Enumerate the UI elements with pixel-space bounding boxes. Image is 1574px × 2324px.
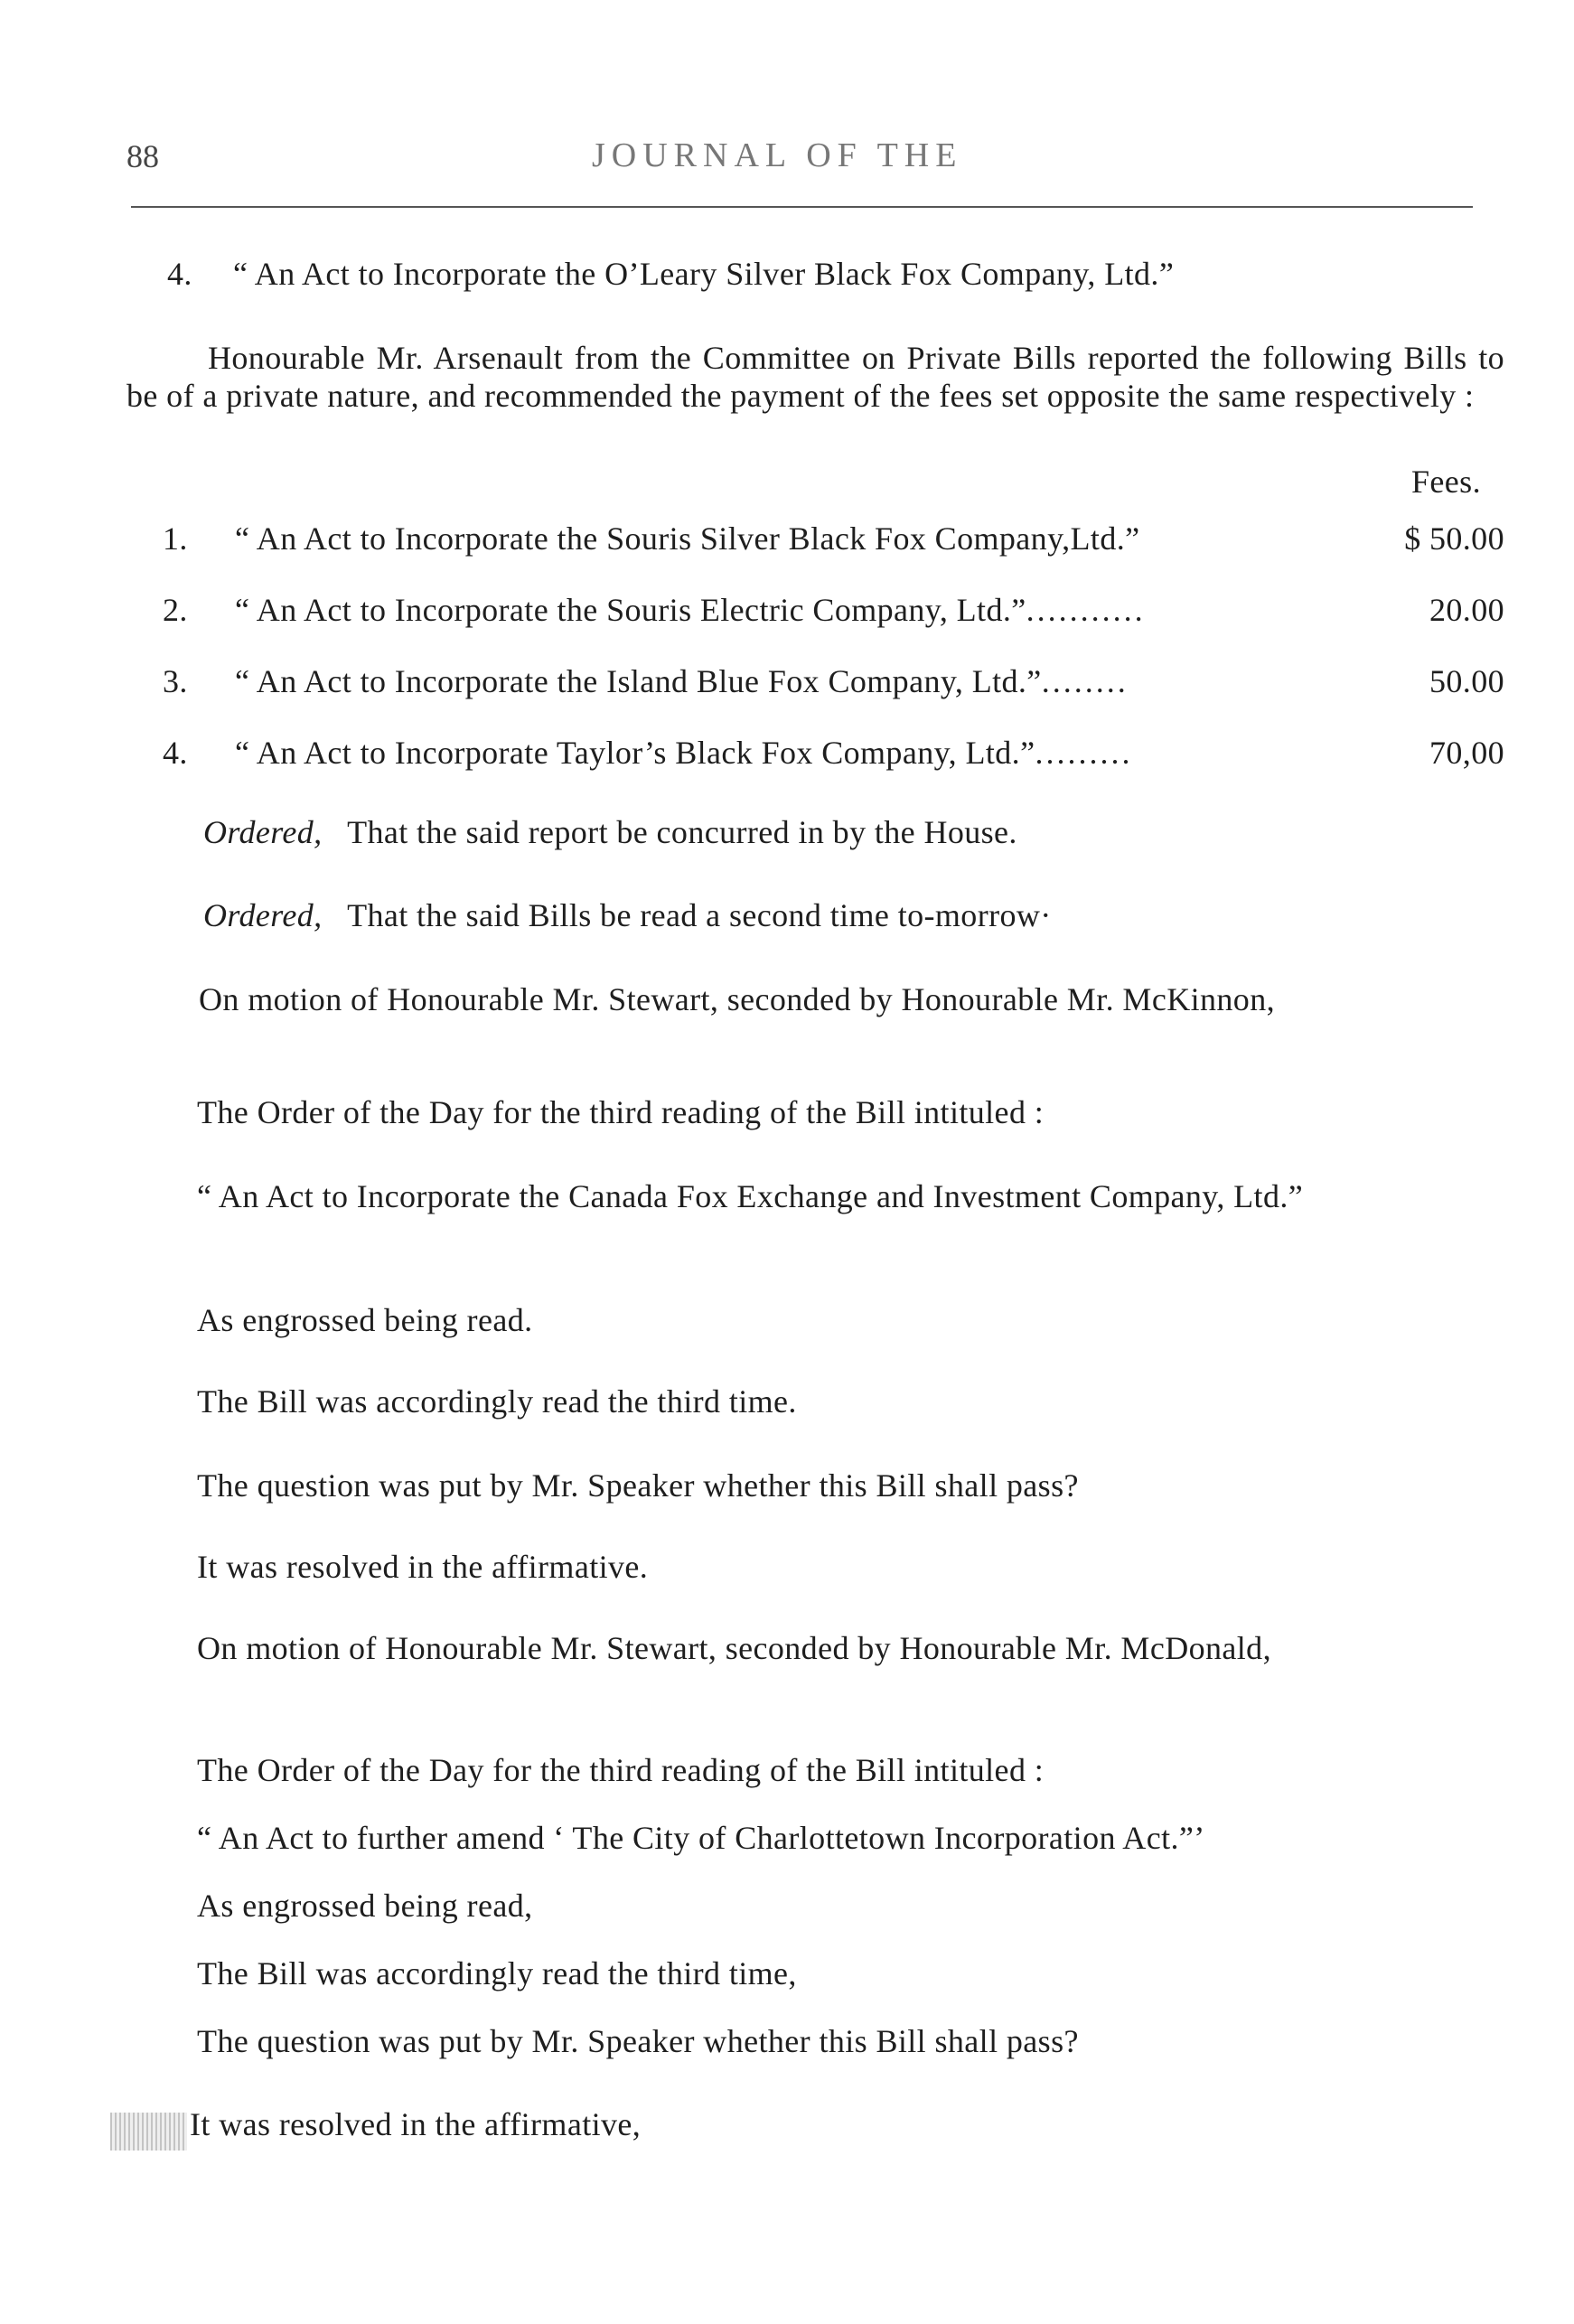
list-item-number: 4. — [167, 256, 192, 292]
fee-row-leader: ........... — [1026, 592, 1146, 628]
resolved-line: It was resolved in the affirmative, — [190, 2106, 642, 2142]
fee-row — [163, 662, 1504, 700]
read-third-line: The Bill was accordingly read the third time, — [197, 1955, 797, 1991]
question-line: The question was put by Mr. Speaker whether this Bill shall pass? — [197, 2023, 1079, 2059]
motion-paragraph: On motion of Honourable Mr. Stewart, seconded by Honourable Mr. McDonald, — [197, 1630, 1271, 1666]
ordered-line — [203, 896, 1052, 934]
page-number: 88 — [126, 138, 159, 174]
report-paragraph: Honourable Mr. Arsenault from the Committee on Private Bills reported the following Bills to be of a private nature, and recommended the payment of the fees set opposite the same respectively : — [126, 340, 1504, 414]
fee-row-amount: 70,00 — [1429, 735, 1504, 771]
running-title: JOURNAL OF THE — [592, 136, 963, 174]
read-third-line: The Bill was accordingly read the third time. — [197, 1383, 797, 1420]
fee-row-leader: ......... — [1035, 735, 1133, 771]
bill-title: “ An Act to further amend ‘ The City of Charlottetown Incorporation Act.”’ — [197, 1820, 1205, 1856]
fee-row-title: “ An Act to Incorporate the Souris Electric Company, Ltd.” — [235, 592, 1026, 628]
fee-row-title: “ An Act to Incorporate the Island Blue Fox Company, Ltd.” — [235, 663, 1042, 699]
fee-row-number: 3. — [163, 663, 188, 699]
bill-title: “ An Act to Incorporate the Canada Fox Exchange and Investment Company, Ltd.” — [197, 1178, 1304, 1214]
fee-row — [163, 591, 1504, 629]
fee-row — [163, 520, 1504, 558]
engrossed-line: As engrossed being read. — [197, 1302, 533, 1338]
order-of-day: The Order of the Day for the third reading of the Bill intituled : — [197, 1094, 1045, 1130]
fee-row-amount: 50.00 — [1429, 663, 1504, 699]
ordered-text: That the said Bills be read a second time to-morrow· — [347, 897, 1052, 933]
header-rule — [131, 206, 1473, 208]
ordered-label: Ordered, — [203, 814, 323, 850]
engrossed-line: As engrossed being read, — [197, 1888, 533, 1924]
ordered-line — [203, 813, 1017, 851]
list-item-text: “ An Act to Incorporate the O’Leary Silver Black Fox Company, Ltd.” — [233, 256, 1175, 292]
motion-paragraph: On motion of Honourable Mr. Stewart, seconded by Honourable Mr. McKinnon, — [199, 981, 1276, 1017]
fee-row-number: 2. — [163, 592, 188, 628]
resolved-line: It was resolved in the affirmative. — [197, 1549, 649, 1585]
ink-smudge — [110, 2113, 187, 2151]
fee-row-title: “ An Act to Incorporate the Souris Silver Black Fox Company,Ltd.” — [235, 520, 1140, 557]
ordered-label: Ordered, — [203, 897, 323, 933]
fees-heading: Fees. — [1411, 464, 1481, 500]
order-of-day: The Order of the Day for the third reading of the Bill intituled : — [197, 1752, 1045, 1788]
fee-row-title: “ An Act to Incorporate Taylor’s Black Fox Company, Ltd.” — [235, 735, 1035, 771]
fee-row-leader: ........ — [1041, 663, 1129, 699]
fee-row-number: 1. — [163, 520, 188, 557]
fee-row — [163, 734, 1504, 772]
fee-row-number: 4. — [163, 735, 188, 771]
ordered-text: That the said report be concurred in by the House. — [347, 814, 1017, 850]
fee-row-amount: $ 50.00 — [1404, 520, 1504, 557]
question-line: The question was put by Mr. Speaker whether this Bill shall pass? — [197, 1467, 1079, 1504]
fee-row-amount: 20.00 — [1429, 592, 1504, 628]
